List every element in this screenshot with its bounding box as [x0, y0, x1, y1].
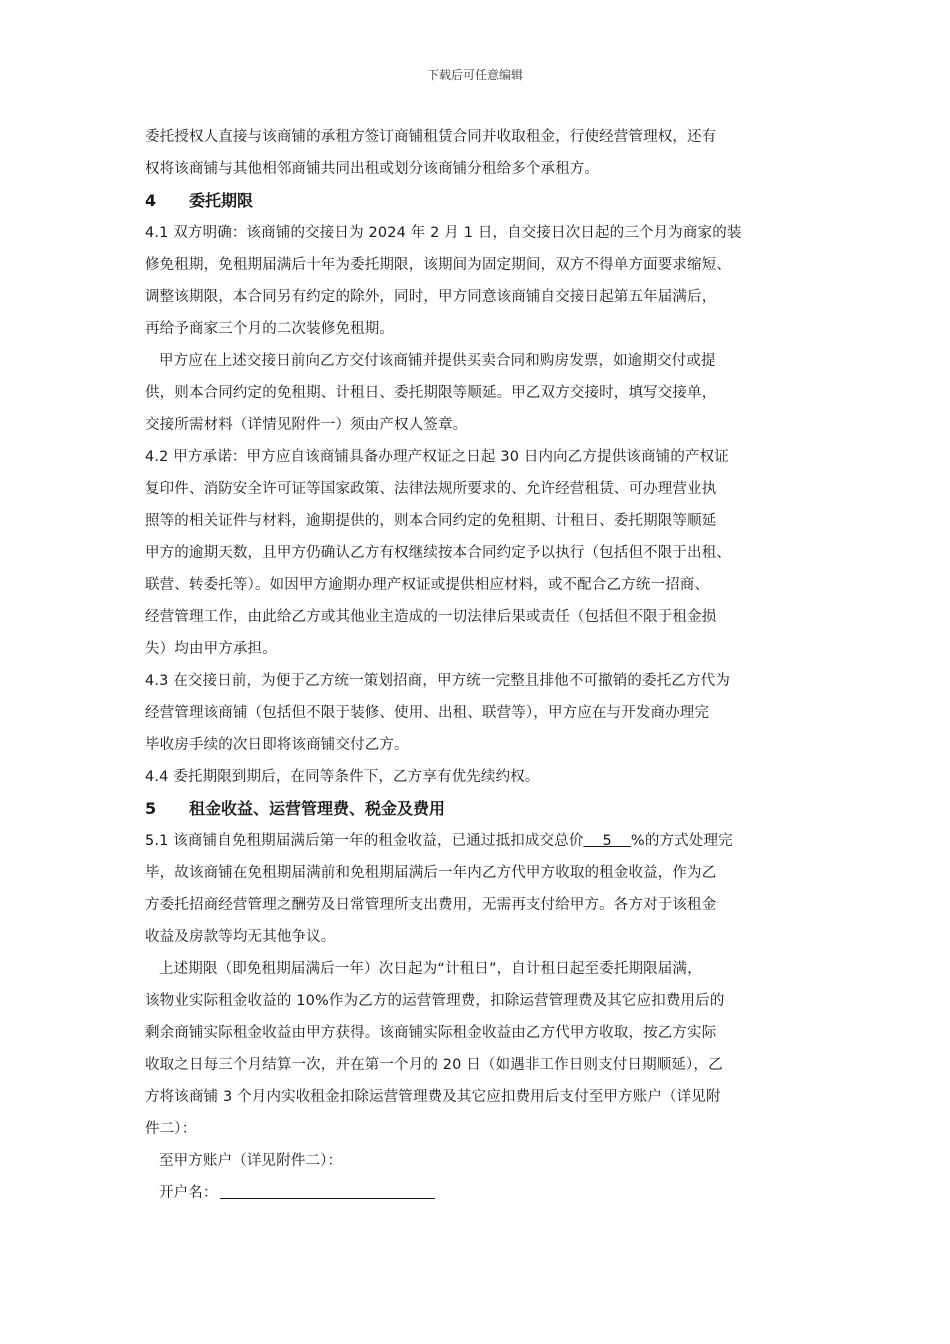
text-line: 调整该期限，本合同另有约定的除外，同时，甲方同意该商铺自交接日起第五年届满后，	[145, 289, 717, 305]
text-line: 4.4 委托期限到期后，在同等条件下，乙方享有优先续约权。	[145, 769, 540, 785]
text-segment: %的方式处理完	[630, 833, 733, 849]
text-segment: 5.1 该商铺自免租期届满后第一年的租金收益，已通过抵扣成交总价	[145, 833, 584, 849]
text-line: 4.3 在交接日前，为便于乙方统一策划招商，甲方统一完整且排他不可撤销的委托乙方代为	[145, 673, 730, 689]
section-title: 委托期限	[189, 191, 254, 210]
text-line: 毕，故该商铺在免租期届满前和免租期届满后一年内乙方代甲方收取的租金收益，作为乙	[145, 865, 717, 881]
text-line: 照等的相关证件与材料，逾期提供的，则本合同约定的免租期、计租日、委托期限等顺延	[145, 513, 717, 529]
text-line: 4.1 双方明确：该商铺的交接日为 2024 年 2 月 1 日，自交接日次日起的三个月为商家的装	[145, 225, 742, 241]
text-line: 毕收房手续的次日即将该商铺交付乙方。	[145, 737, 409, 753]
discount-percent-value: 5	[583, 833, 631, 849]
section-number: 4	[145, 191, 157, 210]
section-number: 5	[145, 799, 157, 818]
account-name-line	[145, 1177, 815, 1209]
text-line: 供，则本合同约定的免租期、计租日、委托期限等顺延。甲乙双方交接时，填写交接单，	[145, 385, 717, 401]
account-name-label: 开户名：	[159, 1185, 218, 1201]
text-line: 联营、转委托等）。如因甲方逾期办理产权证或提供相应材料，或不配合乙方统一招商、	[145, 577, 710, 593]
section-heading-5	[145, 793, 815, 825]
text-line: 件二）：	[145, 1121, 197, 1137]
text-line: 修免租期，免租期届满后十年为委托期限，该期间为固定期间，双方不得单方面要求缩短、	[145, 257, 731, 273]
text-line: 经营管理该商铺（包括但不限于装修、使用、出租、联营等），甲方应在与开发商办理完	[145, 705, 710, 721]
section-title: 租金收益、运营管理费、税金及费用	[189, 799, 446, 818]
text-line: 该物业实际租金收益的 10%作为乙方的运营管理费，扣除运营管理费及其它应扣费用后的	[145, 993, 725, 1009]
document-body	[145, 121, 815, 1209]
text-line: 经营管理工作，由此给乙方或其他业主造成的一切法律后果或责任（包括但不限于租金损	[145, 609, 717, 625]
text-line: 甲方的逾期天数，且甲方仍确认乙方有权继续按本合同约定予以执行（包括但不限于出租、	[145, 545, 731, 561]
text-line: 再给予商家三个月的二次装修免租期。	[145, 321, 395, 337]
text-line: 方将该商铺 3 个月内实收租金扣除运营管理费及其它应扣费用后支付至甲方账户（详见附	[145, 1089, 721, 1105]
text-line: 方委托招商经营管理之酬劳及日常管理所支出费用，无需再支付给甲方。各方对于该租金	[145, 897, 717, 913]
text-line: 委托授权人直接与该商铺的承租方签订商铺租赁合同并收取租金，行使经营管理权，还有	[145, 129, 717, 145]
text-line	[145, 825, 815, 857]
text-line: 交接所需材料（详情见附件一）须由产权人签章。	[145, 417, 468, 433]
text-line: 剩余商铺实际租金收益由甲方获得。该商铺实际租金收益由乙方代甲方收取，按乙方实际	[145, 1025, 717, 1041]
text-line: 上述期限（即免租期届满后一年）次日起为“计租日”，自计租日起至委托期限届满，	[159, 961, 702, 977]
section-heading-4	[145, 185, 815, 217]
page-header: 下载后可任意编辑	[426, 68, 523, 82]
text-line: 4.2 甲方承诺：甲方应自该商铺具备办理产权证之日起 30 日内向乙方提供该商铺的产权证	[145, 449, 729, 465]
text-line: 权将该商铺与其他相邻商铺共同出租或划分该商铺分租给多个承租方。	[145, 161, 600, 177]
text-line: 收益及房款等均无其他争议。	[145, 929, 336, 945]
text-line: 至甲方账户（详见附件二）：	[159, 1153, 343, 1169]
text-line: 失）均由甲方承担。	[145, 641, 277, 657]
text-line: 甲方应在上述交接日前向乙方交付该商铺并提供买卖合同和购房发票，如逾期交付或提	[159, 353, 716, 369]
text-line: 收取之日每三个月结算一次，并在第一个月的 20 日（如遇非工作日则支付日期顺延），乙	[145, 1057, 723, 1073]
account-name-blank	[220, 1184, 435, 1199]
text-line: 复印件、消防安全许可证等国家政策、法律法规所要求的、允许经营租赁、可办理营业执	[145, 481, 717, 497]
